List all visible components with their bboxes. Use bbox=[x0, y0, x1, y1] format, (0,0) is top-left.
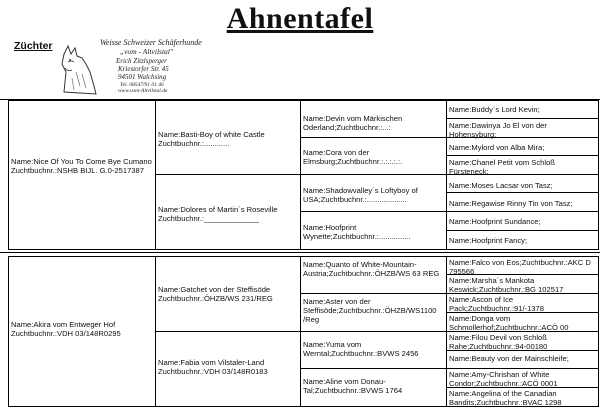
kennel-line: www.vom-Altvilstal.de bbox=[118, 88, 168, 94]
grandparent-cell: Name:Yuma vom Werntal;Zuchtbuchnr.:BVWS 2456 bbox=[303, 340, 419, 358]
great-grandparent-cell: Name:Marsha´s Mankota Keswick;Zuchtbuchnr.:BG 102517 bbox=[449, 276, 564, 294]
parent-cell bbox=[158, 358, 298, 378]
great-grandparent-cell: Name:Buddy´s Lord Kevin; bbox=[449, 105, 540, 114]
grandparent-cell: Name:Cora von der Elmsburg;Zuchtbuchnr.:.:.:.:.:. bbox=[303, 148, 403, 166]
dog-name: Name:Dolores of Martin´s Roseville bbox=[158, 205, 278, 214]
great-grandparent-cell: Name:Falco von Eos;Zuchtbuchnr.:AKC D 795566 bbox=[449, 258, 591, 276]
dog-name: Name:Gatchet von der Steffisöde bbox=[158, 285, 271, 294]
stud-book-number: Zuchtbuchnr.:VDH 03/148R0183 bbox=[158, 367, 268, 376]
shepherd-dog-icon bbox=[56, 42, 100, 96]
sire-cell bbox=[11, 157, 153, 197]
great-grandparent-cell: Name:Chanel Petit vom Schloß Fürsteneck; bbox=[449, 158, 555, 176]
grandparent-cell: Name:Shadowvalley´s Loftyboy of USA;Zuchtbuchnr.:................... bbox=[303, 186, 418, 204]
kennel-line: Kriestorfer Str. 45 bbox=[118, 65, 169, 73]
great-grandparent-cell: Name:Angelina of the Canadian Bandits;Zuchtbuchnr.:BVAC 1298 bbox=[449, 389, 562, 407]
grandparent-cell: Name:Quanto of White-Mountain-Austria;Zuchtbuchnr.:ÖHZB/WS 63 REG bbox=[303, 260, 440, 278]
great-grandparent-cell: Name:Moses Lacsar von Tasz; bbox=[449, 181, 553, 190]
parent-cell bbox=[158, 130, 298, 150]
stud-book-number: Zuchtbuchnr.:_____________ bbox=[158, 214, 259, 223]
kennel-line: Weisse Schweizer Schäferhunde bbox=[100, 38, 202, 47]
stud-book-number: Zuchtbuchnr.:............ bbox=[158, 139, 230, 148]
great-grandparent-cell: Name:Amy-Chrishan of White Condor;Zuchtbuchnr.:ACÖ 0001 bbox=[449, 370, 558, 388]
sire-cell bbox=[11, 320, 153, 342]
kennel-line: „vom - Altvilstal" bbox=[120, 47, 174, 56]
stud-book-number: Zuchtbuchnr.:VDH 03/148R0295 bbox=[11, 329, 121, 338]
grandparent-cell: Name:Aster von der Steffisöde;Zuchtbuchnr.:ÖHZB/WS1100 /Reg bbox=[303, 297, 437, 324]
breeder-label: Züchter bbox=[14, 40, 53, 52]
dog-name: Name:Nice Of You To Come Bye Cumano bbox=[11, 157, 152, 166]
page-title: Ahnentafel bbox=[226, 2, 374, 35]
great-grandparent-cell: Name:Hoofprint Sundance; bbox=[449, 217, 541, 226]
section-divider bbox=[0, 252, 600, 253]
kennel-stamp bbox=[56, 38, 216, 96]
parent-cell bbox=[158, 205, 298, 225]
grandparent-cell: Name:Aline vom Donau-Tal;Zuchtbuchnr.:BVWS 1764 bbox=[303, 377, 403, 395]
grandparent-cell: Name:Devin vom Märkischen Oderland;Zuchtbuchnr.:...: bbox=[303, 114, 403, 132]
grandparent-cell: Name:Hoofprint Wynette;Zuchtbuchnr.:............... bbox=[303, 223, 411, 241]
great-grandparent-cell: Name:Filou Devil von Schloß Rahe;Zuchtbuchnr.:94-00180 bbox=[449, 333, 548, 351]
great-grandparent-cell: Name:Hoofprint Fancy; bbox=[449, 236, 528, 245]
dog-name: Name:Akira vom Entweger Hof bbox=[11, 320, 116, 329]
great-grandparent-cell: Name:Dawinya Jo El von der Hohensyburg; bbox=[449, 121, 547, 139]
dog-name: Name:Fabia vom Vilstaler-Land bbox=[158, 358, 265, 367]
stud-book-number: Zuchtbuchnr.:ÖHZB/WS 231/REG bbox=[158, 294, 273, 303]
kennel-line: 94501 Walchsing bbox=[118, 73, 167, 81]
kennel-line: Tel. 08547/91 01 46 bbox=[120, 82, 164, 88]
great-grandparent-cell: Name:Beauty von der Mainschleife; bbox=[449, 354, 569, 363]
great-grandparent-cell: Name:Regawise Rinny Tin von Tasz; bbox=[449, 199, 573, 208]
stud-book-number: Zuchtbuchnr.:NSHB BIJL. G.0-2517387 bbox=[11, 166, 144, 175]
parent-cell bbox=[158, 285, 298, 305]
kennel-line: Erich Zitzlsperger bbox=[116, 57, 167, 65]
great-grandparent-cell: Name:Donga vom Schmollerhof;Zuchtbuchnr.:ACÖ 00 bbox=[449, 314, 569, 332]
great-grandparent-cell: Name:Ascon of Ice Pack;Zuchtbuchnr.:91/-1378 bbox=[449, 295, 544, 313]
dog-name: Name:Basti-Boy of white Castle bbox=[158, 130, 265, 139]
great-grandparent-cell: Name:Mylord von Alba Mira; bbox=[449, 143, 545, 152]
